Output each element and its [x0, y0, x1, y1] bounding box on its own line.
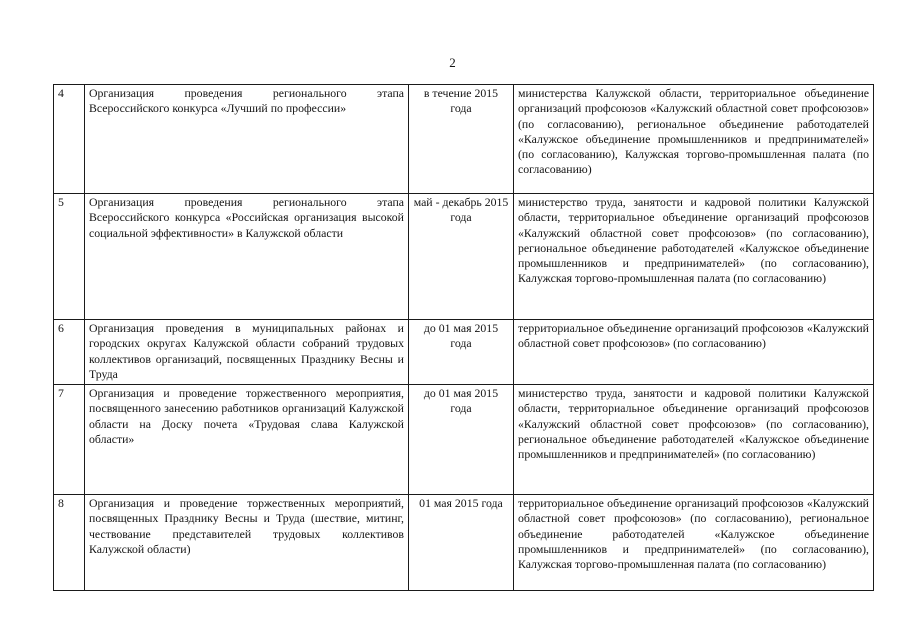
table-row [54, 385, 874, 495]
event-date: до 01 мая 2015 года [409, 320, 514, 385]
row-number: 5 [54, 194, 85, 320]
event-title: Организация и проведение торжественных мероприятий, посвященных Празднику Весны и Труда (шествие, митинг, чествование представителей трудовых коллективов Калужской области) [85, 495, 409, 591]
event-date: в течение 2015 года [409, 85, 514, 194]
event-title: Организация проведения в муниципальных районах и городских округах Калужской области собраний трудовых коллективов организаций, посвященных Празднику Весны и Труда [85, 320, 409, 385]
page-number: 2 [449, 55, 456, 70]
event-date: май - декабрь 2015 года [409, 194, 514, 320]
event-title: Организация проведения регионального этапа Всероссийского конкурса «Лучший по профессии» [85, 85, 409, 194]
event-executors: министерства Калужской области, территориальное объединение организаций профсоюзов «Калужский областной совет профсоюзов» (по согласованию), региональное объединение работодателей «Калужское объединение промышленников и предпринимателей» (по согласованию), Калужская торгово-промышленная палата (по согласованию) [514, 85, 874, 194]
row-number: 7 [54, 385, 85, 495]
event-executors: территориальное объединение организаций профсоюзов «Калужский областной совет профсоюзов» (по согласованию) [514, 320, 874, 385]
event-executors: министерство труда, занятости и кадровой политики Калужской области, территориальное объединение организаций профсоюзов «Калужский областной совет профсоюзов» (по согласованию), региональное объединение работодателей «Калужское объединение промышленников и предпринимателей» (по согласованию), Калужская торгово-промышленная палата (по согласованию) [514, 194, 874, 320]
event-title: Организация проведения регионального этапа Всероссийского конкурса «Российская организация высокой социальной эффективности» в Калужской области [85, 194, 409, 320]
event-executors: министерство труда, занятости и кадровой политики Калужской области, территориальное объединение организаций профсоюзов «Калужский областной совет профсоюзов» (по согласованию), региональное объединение работодателей «Калужское объединение промышленников и предпринимателей» (по согласованию) [514, 385, 874, 495]
event-date: 01 мая 2015 года [409, 495, 514, 591]
table-row [54, 85, 874, 194]
row-number: 8 [54, 495, 85, 591]
event-date: до 01 мая 2015 года [409, 385, 514, 495]
row-number: 4 [54, 85, 85, 194]
table-row [54, 320, 874, 385]
events-plan-table [53, 84, 874, 591]
row-number: 6 [54, 320, 85, 385]
table-row [54, 495, 874, 591]
event-executors: территориальное объединение организаций профсоюзов «Калужский областной совет профсоюзов» (по согласованию), региональное объединение работодателей «Калужское объединение промышленников и предпринимателей» (по согласованию), Калужская торгово-промышленная палата (по согласованию) [514, 495, 874, 591]
table-row [54, 194, 874, 320]
event-title: Организация и проведение торжественного мероприятия, посвященного занесению работников организаций Калужской области на Доску почета «Трудовая слава Калужской области» [85, 385, 409, 495]
